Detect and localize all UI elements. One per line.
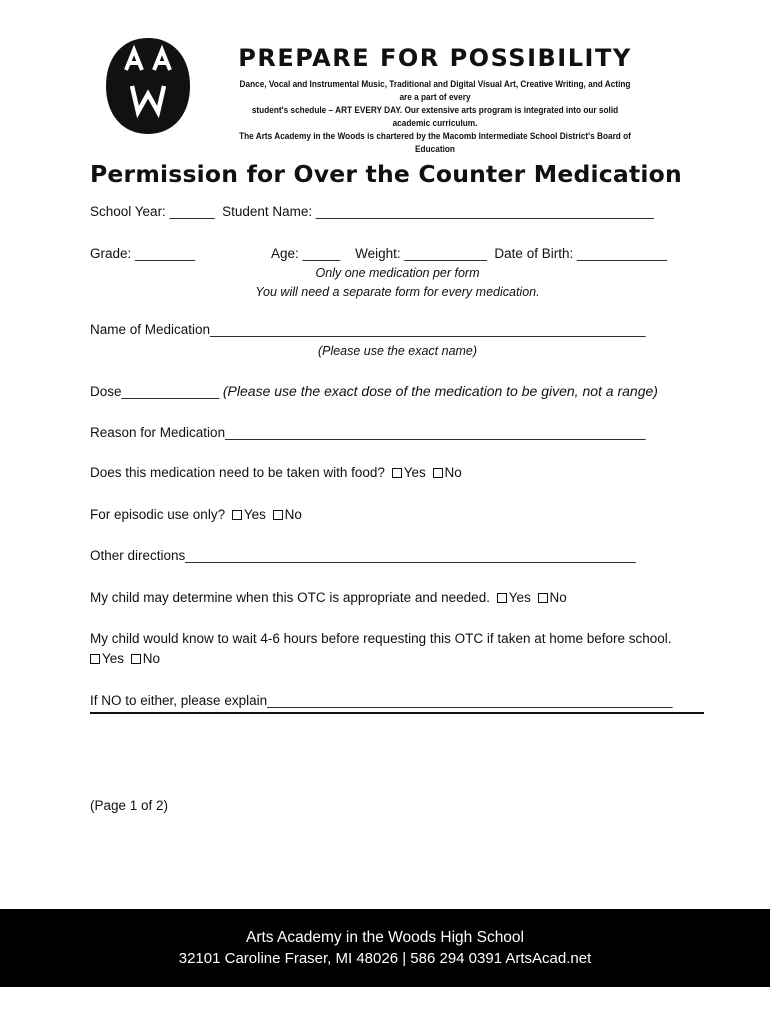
food-question-label: Does this medication need to be taken with food? bbox=[90, 465, 385, 480]
one-medication-note: Only one medication per form bbox=[315, 266, 480, 280]
episodic-yes-checkbox[interactable] bbox=[232, 510, 242, 520]
footer-address: 32101 Caroline Fraser, MI 48026 | 586 294 0391 ArtsAcad.net bbox=[178, 950, 592, 967]
food-question-row bbox=[90, 465, 462, 480]
explain-field[interactable]: If NO to either, please explain______________________________________________________ bbox=[90, 693, 673, 708]
section-divider bbox=[90, 712, 704, 714]
tagline-line-1: Dance, Vocal and Instrumental Music, Traditional and Digital Visual Art, Creative Writing, and Acting are a part of every bbox=[239, 79, 631, 103]
dose-row bbox=[90, 383, 658, 399]
episodic-question-label: For episodic use only? bbox=[90, 507, 226, 522]
episodic-yes-label: Yes bbox=[243, 507, 266, 522]
other-directions-field[interactable]: Other directions____________________________________________________________ bbox=[90, 548, 636, 563]
logo-emblem bbox=[104, 36, 192, 136]
tagline-line-3: The Arts Academy in the Woods is chartered by the Macomb Intermediate School District's Board of Education bbox=[239, 131, 631, 155]
food-yes-checkbox[interactable] bbox=[392, 468, 402, 478]
dose-note: (Please use the exact dose of the medication to be given, not a range) bbox=[222, 383, 658, 399]
determine-no-checkbox[interactable] bbox=[538, 593, 548, 603]
determine-question-row bbox=[90, 590, 567, 605]
footer-bar bbox=[0, 909, 770, 987]
reason-field[interactable]: Reason for Medication________________________________________________________ bbox=[90, 425, 646, 440]
form-title: Permission for Over the Counter Medication bbox=[90, 160, 682, 188]
school-logo bbox=[104, 36, 192, 136]
medication-name-field[interactable]: Name of Medication__________________________________________________________ bbox=[90, 322, 646, 337]
tagline-title: PREPARE FOR POSSIBILITY bbox=[238, 44, 632, 72]
determine-yes-label: Yes bbox=[508, 590, 531, 605]
food-no-checkbox[interactable] bbox=[433, 468, 443, 478]
determine-question-label: My child may determine when this OTC is appropriate and needed. bbox=[90, 590, 490, 605]
episodic-question-row bbox=[90, 507, 302, 522]
age-weight-dob-fields[interactable]: Age: _____ Weight: ___________ Date of Birth: ____________ bbox=[271, 246, 668, 261]
wait-question-label: My child would know to wait 4-6 hours before requesting this OTC if taken at home before school. bbox=[90, 631, 672, 646]
school-year-student-name-field[interactable]: School Year: ______ Student Name: _____________________________________________ bbox=[90, 204, 654, 219]
wait-no-label: No bbox=[142, 651, 161, 666]
determine-no-label: No bbox=[549, 590, 567, 605]
wait-yes-label: Yes bbox=[102, 651, 125, 666]
episodic-no-label: No bbox=[284, 507, 302, 522]
food-no-label: No bbox=[444, 465, 462, 480]
separate-form-note: You will need a separate form for every medication. bbox=[255, 285, 540, 299]
exact-name-note: (Please use the exact name) bbox=[317, 344, 478, 358]
wait-question-options bbox=[90, 651, 160, 666]
wait-no-checkbox[interactable] bbox=[131, 654, 141, 664]
wait-yes-checkbox[interactable] bbox=[90, 654, 100, 664]
episodic-no-checkbox[interactable] bbox=[273, 510, 283, 520]
footer-school-name: Arts Academy in the Woods High School bbox=[246, 929, 524, 946]
tagline-line-2: student's schedule – ART EVERY DAY. Our extensive arts program is integrated into our solid academic curriculum. bbox=[251, 105, 619, 129]
page-number: (Page 1 of 2) bbox=[90, 798, 169, 813]
determine-yes-checkbox[interactable] bbox=[497, 593, 507, 603]
dose-field[interactable]: Dose_____________ bbox=[90, 384, 220, 399]
header-tagline bbox=[200, 44, 670, 156]
grade-field[interactable]: Grade: ________ bbox=[90, 246, 196, 261]
food-yes-label: Yes bbox=[403, 465, 426, 480]
tagline-text bbox=[233, 78, 637, 156]
